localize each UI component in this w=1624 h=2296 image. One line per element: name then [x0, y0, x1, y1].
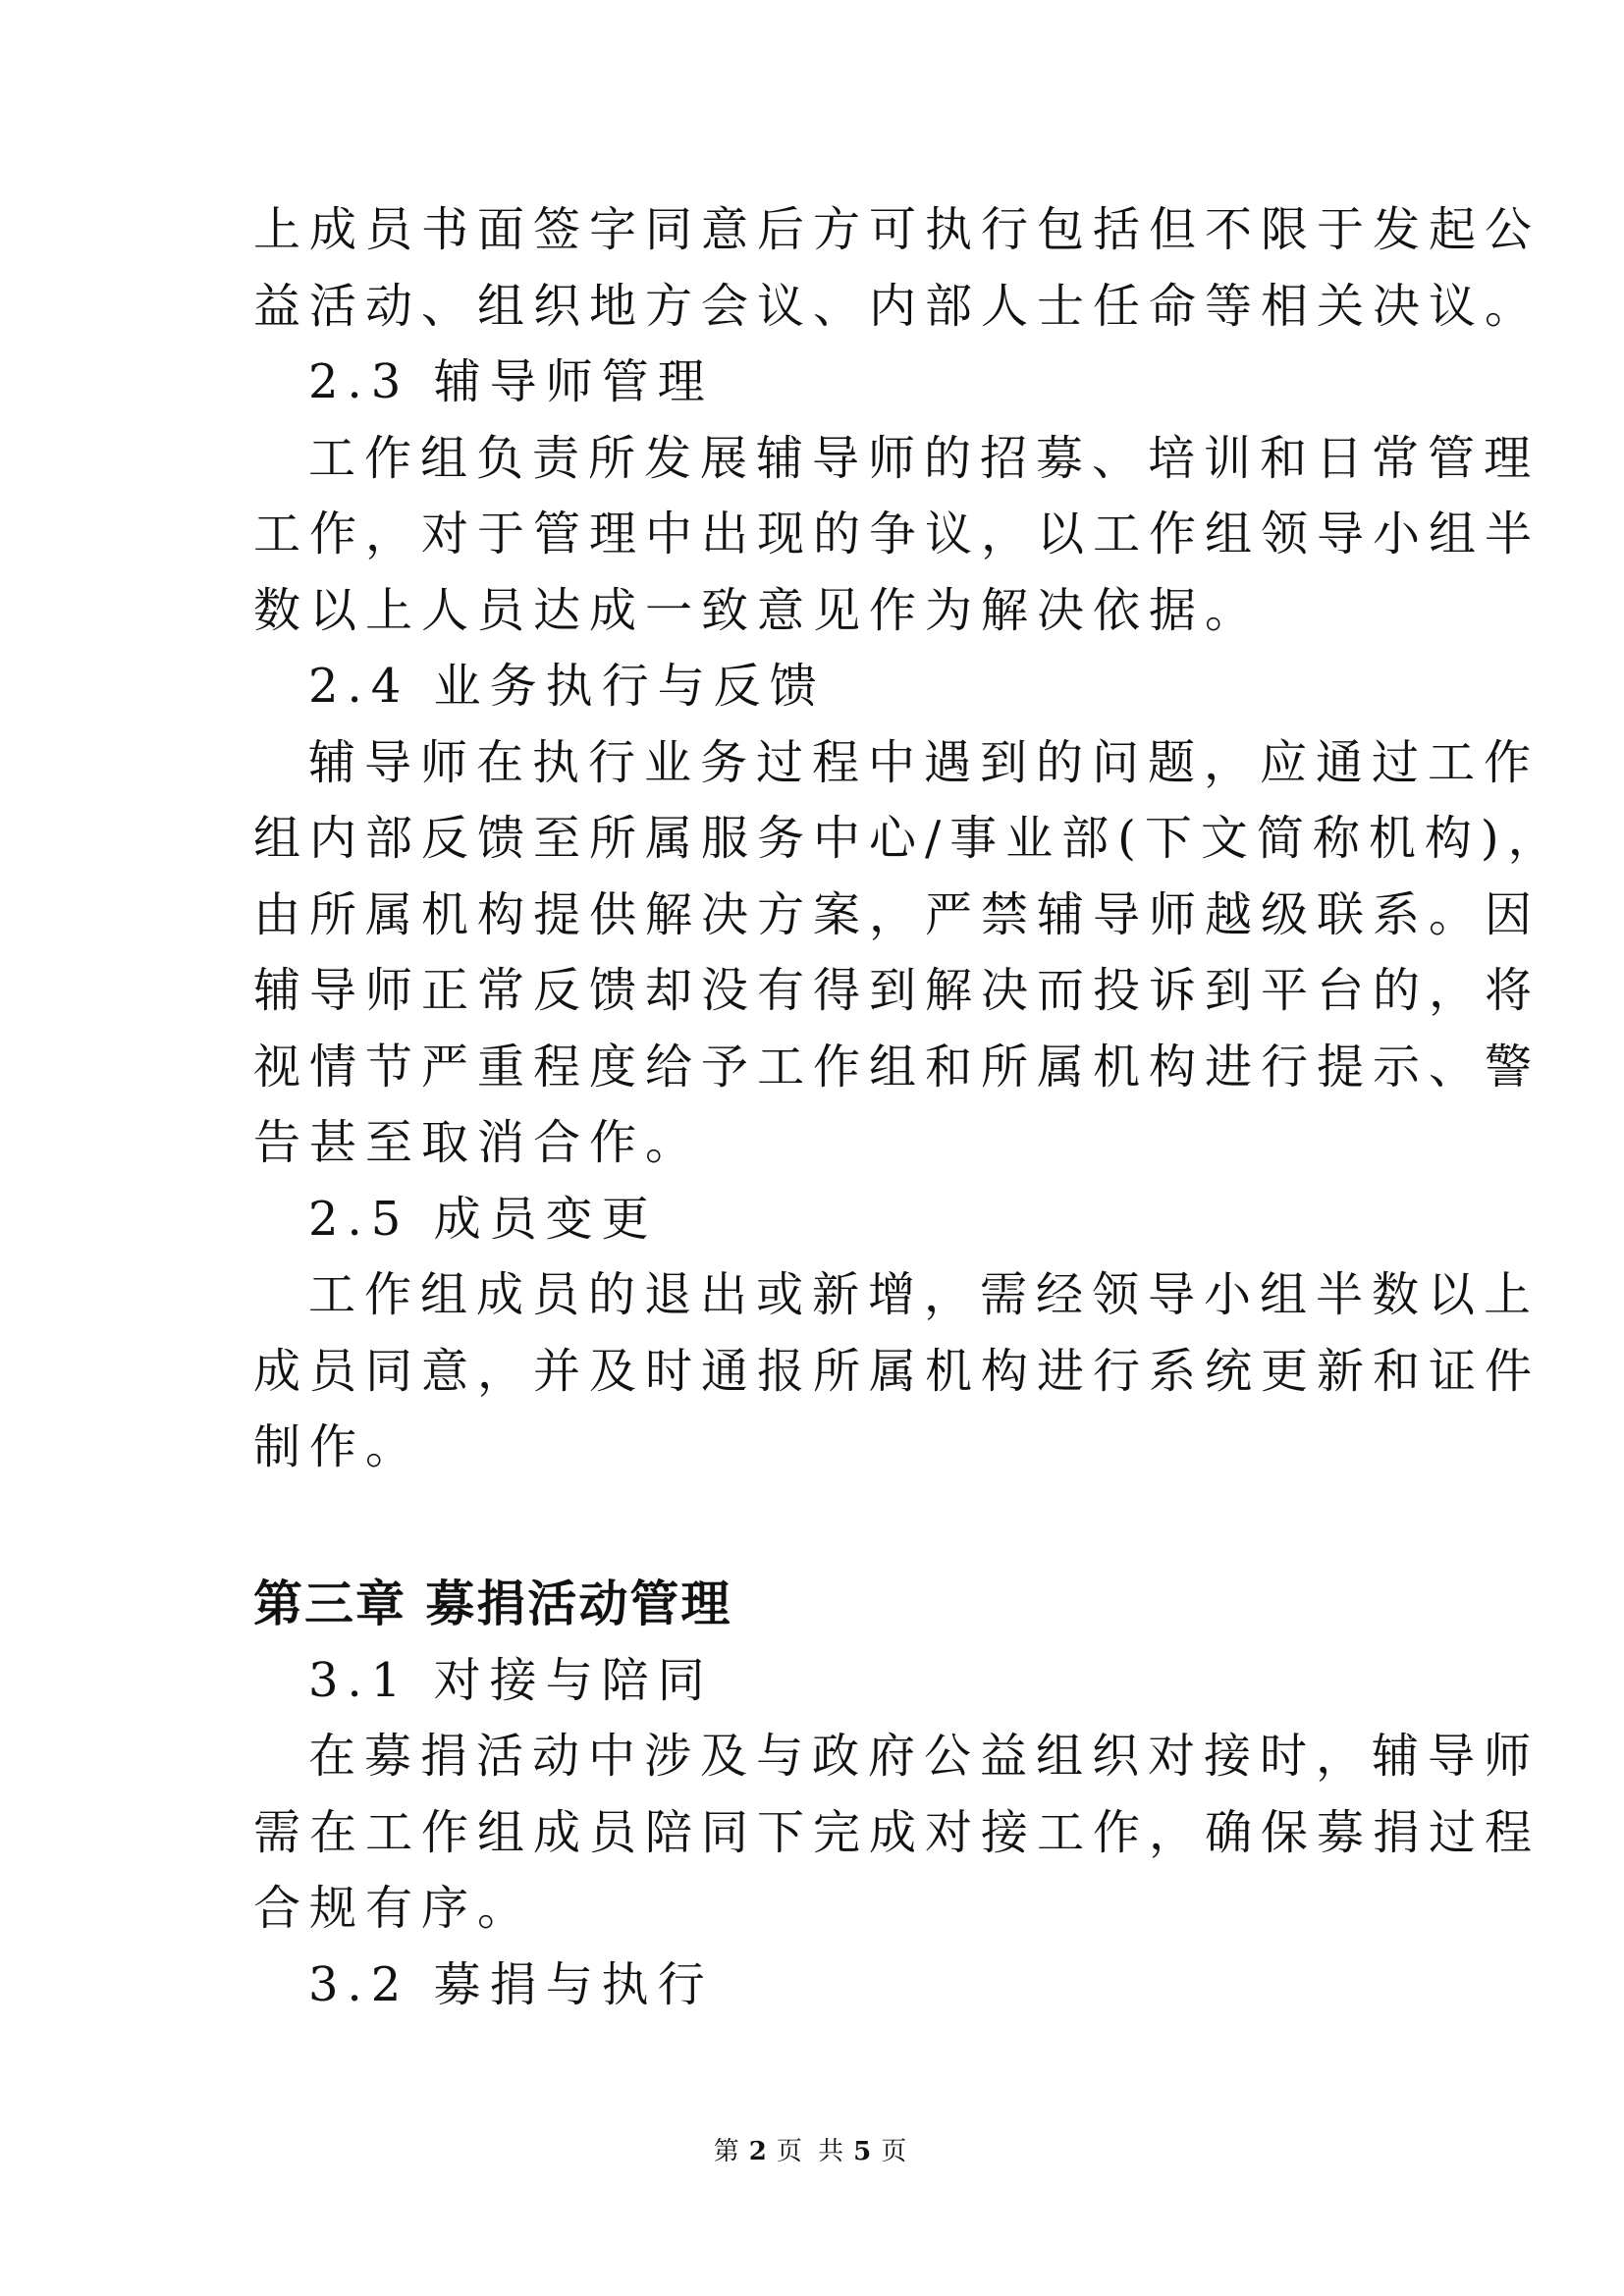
paragraph-line: 成员同意，并及时通报所属机构进行系统更新和证件	[253, 1343, 1542, 1399]
paragraph-line: 工作，对于管理中出现的争议，以工作组领导小组半	[253, 507, 1542, 561]
footer-middle: 页 共	[776, 2137, 848, 2166]
footer-prefix: 第	[713, 2137, 743, 2166]
chapter-heading: 第三章 募捐活动管理	[253, 1575, 732, 1632]
paragraph-line: 视情节严重程度给予工作组和所属机构进行提示、警	[253, 1039, 1542, 1095]
paragraph-line: 数以上人员达成一致意见作为解决依据。	[253, 582, 1262, 638]
paragraph-line: 告甚至取消合作。	[253, 1115, 702, 1170]
section-title: 2.4 业务执行与反馈	[308, 659, 826, 714]
paragraph-line: 制作。	[253, 1419, 422, 1474]
paragraph-line: 上成员书面签字同意后方可执行包括但不限于发起公	[253, 202, 1542, 257]
section-title: 2.5 成员变更	[308, 1191, 658, 1247]
footer-suffix: 页	[881, 2137, 911, 2166]
footer-current-page: 2	[748, 2137, 771, 2166]
paragraph-line: 工作组成员的退出或新增，需经领导小组半数以上	[308, 1267, 1541, 1322]
chapter-three-text	[253, 1643, 1542, 2024]
paragraph-line: 辅导师在执行业务过程中遇到的问题，应通过工作	[308, 734, 1541, 790]
paragraph-line: 合规有序。	[253, 1881, 534, 1936]
section-title: 3.1 对接与陪同	[308, 1652, 714, 1708]
paragraph-line: 由所属机构提供解决方案，严禁辅导师越级联系。因	[253, 886, 1542, 942]
paragraph-line: 需在工作组成员陪同下完成对接工作，确保募捐过程	[253, 1804, 1542, 1860]
paragraph-line: 组内部反馈至所属服务中心/事业部(下文简称机构)，	[253, 811, 1564, 866]
page-footer	[0, 2134, 1624, 2169]
section-title: 2.3 辅导师管理	[308, 354, 714, 409]
paragraph-line: 益活动、组织地方会议、内部人士任命等相关决议。	[253, 278, 1542, 334]
footer-total-pages: 5	[853, 2137, 876, 2166]
section-title: 3.2 募捐与执行	[308, 1956, 714, 2012]
paragraph-line: 辅导师正常反馈却没有得到解决而投诉到平台的，将	[253, 963, 1542, 1018]
document-body	[253, 192, 1564, 2023]
chapter-two-text	[253, 192, 1564, 1486]
paragraph-line: 工作组负责所发展辅导师的招募、培训和日常管理	[308, 430, 1541, 486]
paragraph-line: 在募捐活动中涉及与政府公益组织对接时，辅导师	[308, 1729, 1541, 1784]
